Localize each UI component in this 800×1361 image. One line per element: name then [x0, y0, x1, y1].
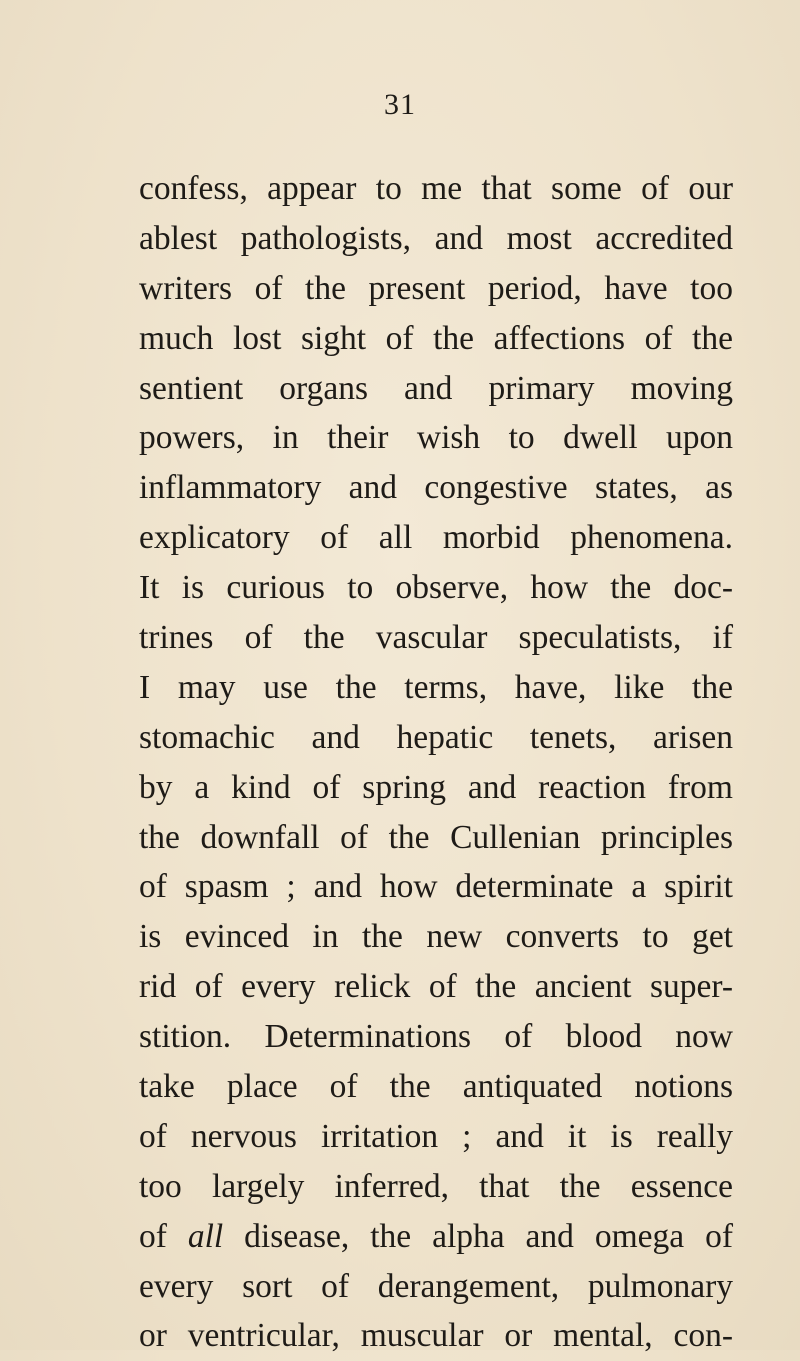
- text-line: stition. Determinations of blood now: [139, 1018, 733, 1056]
- text-line: sentient organs and primary moving: [139, 369, 733, 407]
- text-line: stomachic and hepatic tenets, arisen: [139, 718, 733, 756]
- page-number: 31: [384, 88, 416, 121]
- text-line: is evinced in the new converts to get: [139, 918, 733, 956]
- text-line: every sort of derangement, pulmonary: [139, 1267, 733, 1305]
- text-line: of nervous irritation ; and it is really: [139, 1117, 733, 1155]
- text-line: ablest pathologists, and most accredited: [139, 219, 733, 257]
- text-line: rid of every relick of the ancient super-: [139, 968, 733, 1006]
- text-line: too largely inferred, that the essence: [139, 1167, 733, 1205]
- text-line: confess, appear to me that some of our: [139, 170, 733, 207]
- text-line: inflammatory and congestive states, as: [139, 469, 733, 507]
- text-line: writers of the present period, have too: [139, 269, 733, 307]
- text-line: much lost sight of the affections of the: [139, 319, 733, 357]
- text-line: the downfall of the Cullenian principles: [139, 818, 733, 856]
- text-line: powers, in their wish to dwell upon: [139, 419, 733, 457]
- text-line: by a kind of spring and reaction from: [139, 768, 733, 806]
- text-line: It is curious to observe, how the doc-: [139, 569, 733, 607]
- text-line: or ventricular, muscular or mental, con-: [139, 1317, 733, 1355]
- text-line: take place of the antiquated notions: [139, 1068, 733, 1106]
- text-line: explicatory of all morbid phenomena.: [139, 519, 733, 557]
- body-text: [139, 164, 733, 1361]
- text-line: I may use the terms, have, like the: [139, 668, 733, 706]
- text-line: of all disease, the alpha and omega of: [139, 1217, 733, 1255]
- text-line: of spasm ; and how determinate a spirit: [139, 868, 733, 906]
- italic-emphasis: all: [187, 1217, 224, 1255]
- text-line: trines of the vascular speculatists, if: [139, 619, 733, 657]
